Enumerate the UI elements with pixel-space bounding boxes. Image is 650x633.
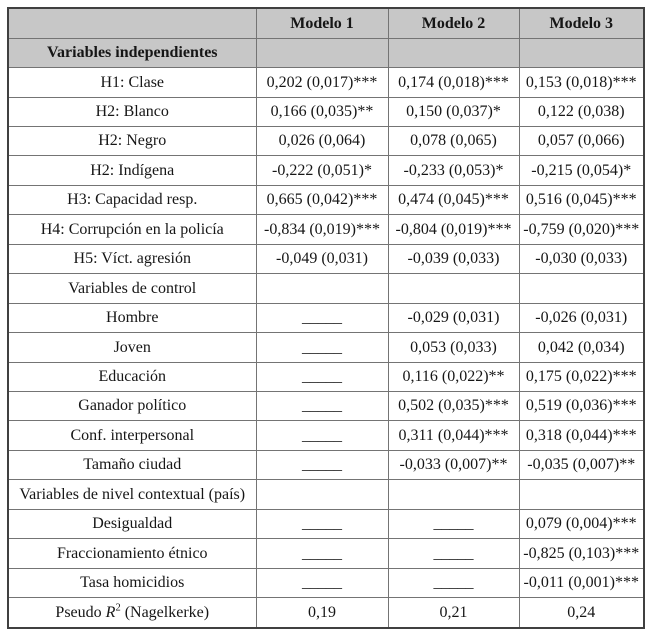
row-label: Tamaño ciudad [8, 450, 256, 479]
value-cell: -0,011 (0,001)*** [519, 568, 644, 597]
value-cell: 0,078 (0,065) [388, 127, 519, 156]
value-cell: 0,116 (0,022)** [388, 362, 519, 391]
row-label: Desigualdad [8, 509, 256, 538]
value-cell: _____ [256, 421, 388, 450]
value-cell: -0,035 (0,007)** [519, 450, 644, 479]
empty-cell [519, 38, 644, 67]
table-row-pseudo-r2 [8, 598, 644, 628]
table-row-desigualdad [8, 509, 644, 538]
r-exponent: 2 [115, 602, 121, 614]
value-cell: -0,759 (0,020)*** [519, 215, 644, 244]
pseudo-prefix: Pseudo [55, 603, 106, 621]
table-row-educacion [8, 362, 644, 391]
empty-cell [388, 274, 519, 303]
row-label: Conf. interpersonal [8, 421, 256, 450]
corner-cell [8, 8, 256, 38]
value-cell: 0,665 (0,042)*** [256, 185, 388, 214]
column-header-row [8, 8, 644, 38]
row-label: Hombre [8, 303, 256, 332]
value-cell: -0,215 (0,054)* [519, 156, 644, 185]
value-cell: 0,053 (0,033) [388, 333, 519, 362]
row-label: H2: Negro [8, 127, 256, 156]
table-body [8, 8, 644, 628]
value-cell: 0,311 (0,044)*** [388, 421, 519, 450]
value-cell: 0,474 (0,045)*** [388, 185, 519, 214]
table-row-conf-interpersonal [8, 421, 644, 450]
value-cell: 0,042 (0,034) [519, 333, 644, 362]
value-cell: 0,502 (0,035)*** [388, 391, 519, 420]
table-row-ganador-politico [8, 391, 644, 420]
value-cell: _____ [256, 333, 388, 362]
row-label: H1: Clase [8, 68, 256, 97]
table-row-joven [8, 333, 644, 362]
value-cell: -0,030 (0,033) [519, 244, 644, 273]
empty-cell [256, 480, 388, 509]
value-cell: -0,834 (0,019)*** [256, 215, 388, 244]
section-label: Variables independientes [8, 38, 256, 67]
value-cell: 0,202 (0,017)*** [256, 68, 388, 97]
row-label: Ganador político [8, 391, 256, 420]
row-label: Fraccionamiento étnico [8, 539, 256, 568]
value-cell: _____ [256, 391, 388, 420]
value-cell: -0,026 (0,031) [519, 303, 644, 332]
row-label: H3: Capacidad resp. [8, 185, 256, 214]
table-row-h4-corrupcion [8, 215, 644, 244]
table-row-hombre [8, 303, 644, 332]
value-cell: -0,222 (0,051)* [256, 156, 388, 185]
value-cell: _____ [388, 539, 519, 568]
value-cell: -0,029 (0,031) [388, 303, 519, 332]
table-row-h2-blanco [8, 97, 644, 126]
section-row-contextual [8, 480, 644, 509]
table-row-h2-negro [8, 127, 644, 156]
value-cell: 0,079 (0,004)*** [519, 509, 644, 538]
row-label: H2: Blanco [8, 97, 256, 126]
value-cell: 0,19 [256, 598, 388, 628]
empty-cell [388, 480, 519, 509]
value-cell: 0,057 (0,066) [519, 127, 644, 156]
column-header-modelo-2: Modelo 2 [388, 8, 519, 38]
value-cell: -0,825 (0,103)*** [519, 539, 644, 568]
table-row-tamano-ciudad [8, 450, 644, 479]
value-cell: 0,150 (0,037)* [388, 97, 519, 126]
section-row-independientes [8, 38, 644, 67]
value-cell: _____ [388, 509, 519, 538]
value-cell: 0,122 (0,038) [519, 97, 644, 126]
section-label: Variables de nivel contextual (país) [8, 480, 256, 509]
row-label-pseudo-r2 [8, 598, 256, 628]
value-cell: 0,174 (0,018)*** [388, 68, 519, 97]
empty-cell [519, 274, 644, 303]
value-cell: -0,033 (0,007)** [388, 450, 519, 479]
section-row-control [8, 274, 644, 303]
table-row-h2-indigena [8, 156, 644, 185]
table-row-h3-capacidad [8, 185, 644, 214]
value-cell: -0,039 (0,033) [388, 244, 519, 273]
results-table [7, 7, 645, 629]
row-label: Educación [8, 362, 256, 391]
row-label: H2: Indígena [8, 156, 256, 185]
empty-cell [388, 38, 519, 67]
value-cell: 0,21 [388, 598, 519, 628]
value-cell: -0,233 (0,053)* [388, 156, 519, 185]
column-header-modelo-1: Modelo 1 [256, 8, 388, 38]
value-cell: _____ [256, 539, 388, 568]
column-header-modelo-3: Modelo 3 [519, 8, 644, 38]
value-cell: _____ [388, 568, 519, 597]
table-row-h5-victimizacion [8, 244, 644, 273]
value-cell: -0,804 (0,019)*** [388, 215, 519, 244]
value-cell: _____ [256, 362, 388, 391]
empty-cell [256, 274, 388, 303]
empty-cell [519, 480, 644, 509]
value-cell: 0,166 (0,035)** [256, 97, 388, 126]
value-cell: _____ [256, 509, 388, 538]
section-label: Variables de control [8, 274, 256, 303]
value-cell: 0,153 (0,018)*** [519, 68, 644, 97]
value-cell: 0,318 (0,044)*** [519, 421, 644, 450]
row-label: H5: Víct. agresión [8, 244, 256, 273]
value-cell: 0,519 (0,036)*** [519, 391, 644, 420]
value-cell: _____ [256, 450, 388, 479]
value-cell: 0,516 (0,045)*** [519, 185, 644, 214]
empty-cell [256, 38, 388, 67]
value-cell: 0,24 [519, 598, 644, 628]
row-label: Tasa homicidios [8, 568, 256, 597]
pseudo-suffix: (Nagelkerke) [120, 603, 210, 621]
r-symbol: R [105, 603, 116, 621]
value-cell: _____ [256, 568, 388, 597]
table-row-tasa-homicidios [8, 568, 644, 597]
table-row-h1-clase [8, 68, 644, 97]
value-cell: -0,049 (0,031) [256, 244, 388, 273]
table-row-fraccionamiento [8, 539, 644, 568]
value-cell: 0,175 (0,022)*** [519, 362, 644, 391]
value-cell: 0,026 (0,064) [256, 127, 388, 156]
row-label: Joven [8, 333, 256, 362]
row-label: H4: Corrupción en la policía [8, 215, 256, 244]
value-cell: _____ [256, 303, 388, 332]
